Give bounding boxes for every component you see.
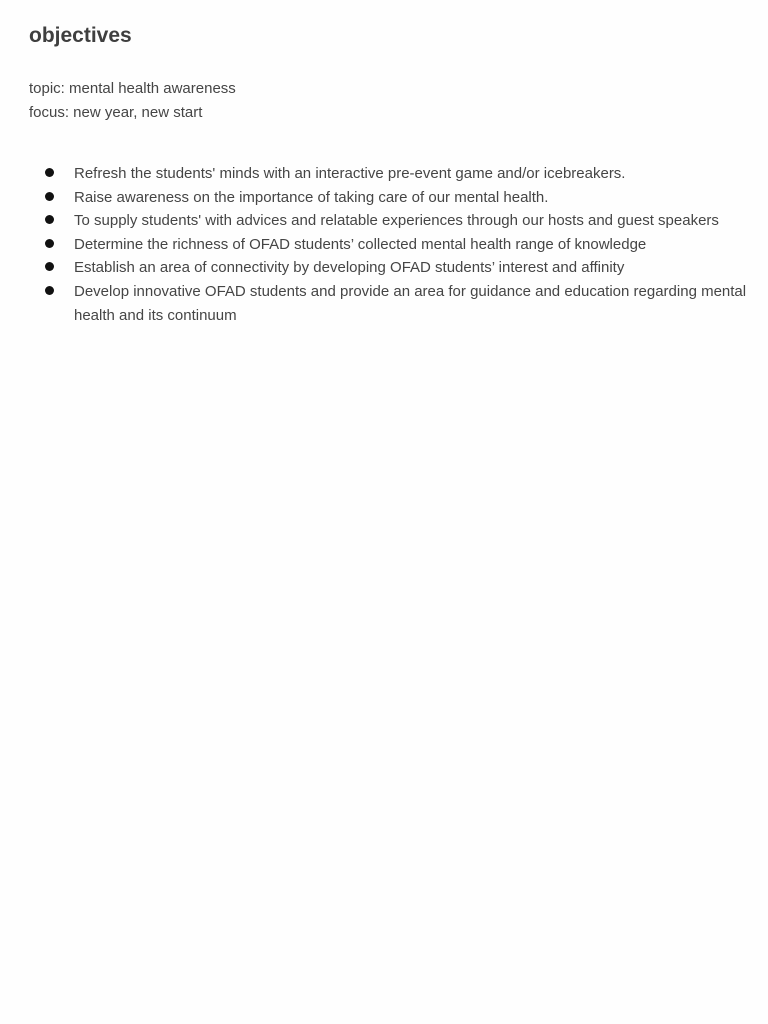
document-meta [29,77,749,125]
list-item [29,186,749,210]
document-page [29,22,749,327]
bullet-icon [45,215,54,224]
list-item [29,209,749,233]
bullet-icon [45,262,54,271]
list-item-text: Develop innovative OFAD students and provide an area for guidance and education regarding mental health and its continuum [74,282,747,324]
list-item-text: Determine the richness of OFAD students’ collected mental health range of knowledge [74,235,647,253]
focus-line: focus: new year, new start [29,104,203,121]
list-item [29,162,749,186]
list-item [29,256,749,280]
objectives-list [29,162,749,327]
page-title: objectives [29,24,132,47]
bullet-icon [45,168,54,177]
topic-line: topic: mental health awareness [29,80,236,97]
list-item-text: Raise awareness on the importance of taking care of our mental health. [74,188,549,206]
bullet-icon [45,192,54,201]
list-item-text: To supply students' with advices and relatable experiences through our hosts and guest speakers [74,212,719,230]
list-item-text: Establish an area of connectivity by developing OFAD students’ interest and affinity [74,259,625,277]
bullet-icon [45,239,54,248]
list-item [29,280,749,327]
list-item [29,233,749,257]
list-item-text: Refresh the students' minds with an interactive pre-event game and/or icebreakers. [74,165,626,182]
bullet-icon [45,286,54,295]
